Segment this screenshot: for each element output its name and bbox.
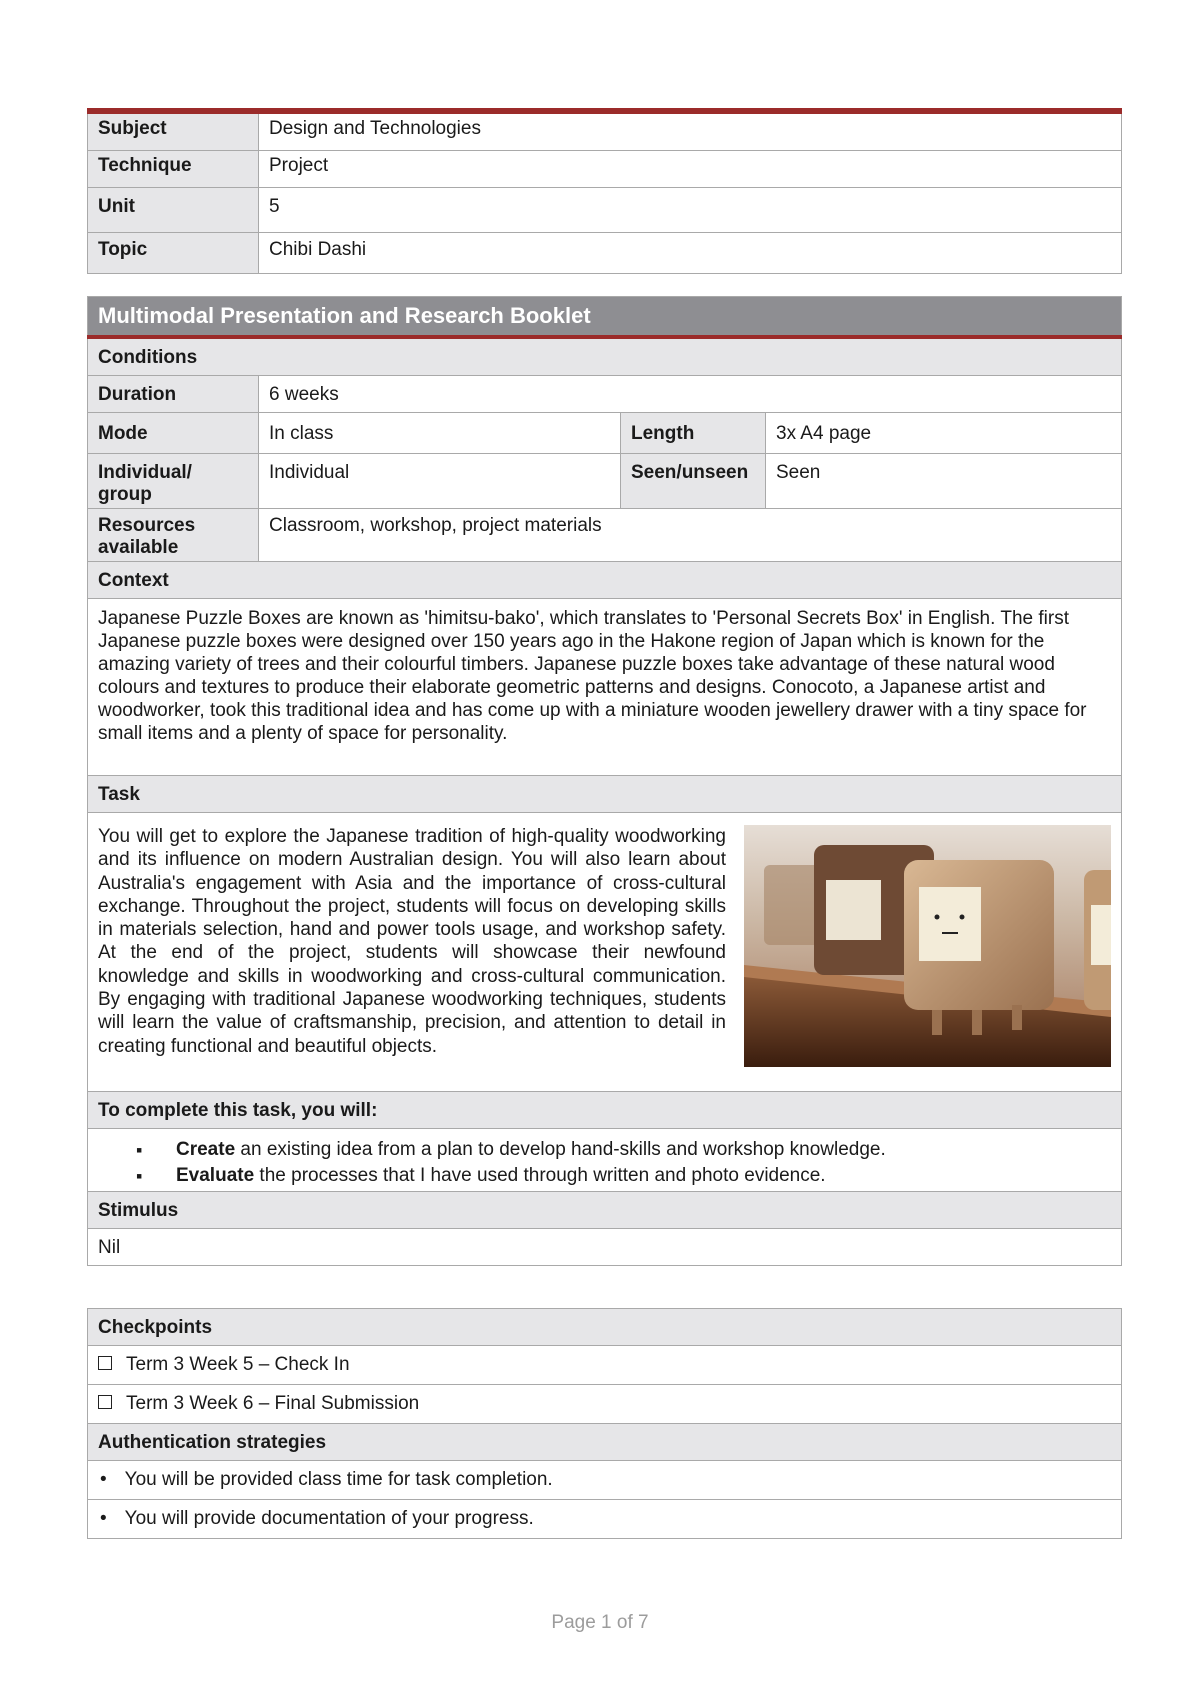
info-row-technique <box>88 151 1122 188</box>
bullet-icon: • <box>100 1469 107 1490</box>
subject-label: Subject <box>88 111 259 151</box>
resources-value: Classroom, workshop, project materials <box>259 509 1122 562</box>
resources-label: Resources available <box>88 509 259 562</box>
info-table <box>87 108 1122 274</box>
length-value: 3x A4 page <box>766 413 1122 454</box>
technique-value: Project <box>259 151 1122 188</box>
booklet-title: Multimodal Presentation and Research Booklet <box>88 297 1122 338</box>
mode-value: In class <box>259 413 621 454</box>
info-row-topic <box>88 233 1122 274</box>
context-text: Japanese Puzzle Boxes are known as 'himitsu-bako', which translates to 'Personal Secrets Box' in English. The first Japanese puzzle boxes were designed over 150 years ago in the Hakone region of Japan which is known for the amazing variety of trees and their colourful timbers. Japanese puzzle boxes take advantage of these natural wood colours and textures to produce their elaborate geometric patterns and designs. Conocoto, a Japanese artist and woodworker, took this traditional idea and has come up with a miniature wooden jewellery drawer with a tiny space for small items and a plenty of space for personality. <box>88 599 1122 776</box>
wooden-figures-photo <box>744 825 1111 1067</box>
unit-label: Unit <box>88 188 259 233</box>
unit-value: 5 <box>259 188 1122 233</box>
checkpoints-table <box>87 1308 1122 1539</box>
conditions-heading: Conditions <box>88 337 1122 376</box>
task-text: You will get to explore the Japanese tradition of high-quality woodworking and its influence on modern Australian design. You will also learn about Australia's engagement with Asia and the importance of cross-cultural exchange. Throughout the project, students will focus on developing skills in materials selection, hand and power tools usage, and workshop safety. At the end of the project, students will showcase their newfound knowledge and skills in woodworking and cross-cultural communication. By engaging with traditional Japanese woodworking techniques, students will learn the value of craftsmanship, precision, and attention to detail in creating functional and beautiful objects. <box>98 826 726 1057</box>
checkpoint-label: Term 3 Week 6 – Final Submission <box>126 1393 420 1414</box>
bullet-icon: • <box>100 1508 107 1529</box>
booklet-table <box>87 296 1122 1266</box>
checkpoint-label: Term 3 Week 5 – Check In <box>126 1354 350 1375</box>
task-heading: Task <box>88 776 1122 813</box>
authentication-heading: Authentication strategies <box>88 1424 1122 1461</box>
duration-value: 6 weeks <box>259 376 1122 413</box>
checkpoints-heading: Checkpoints <box>88 1309 1122 1346</box>
auth-item: You will provide documentation of your progress. <box>124 1508 534 1529</box>
complete-list-cell <box>88 1129 1122 1192</box>
checkpoint-row[interactable] <box>88 1385 1122 1424</box>
info-row-subject <box>88 111 1122 151</box>
task-cell <box>88 813 1122 1092</box>
checkbox-icon[interactable] <box>98 1395 112 1409</box>
info-row-unit <box>88 188 1122 233</box>
complete-heading: To complete this task, you will: <box>88 1092 1122 1129</box>
subject-value: Design and Technologies <box>259 111 1122 151</box>
duration-label: Duration <box>88 376 259 413</box>
assessment-sheet <box>87 108 1122 1539</box>
topic-value: Chibi Dashi <box>259 233 1122 274</box>
spacer <box>87 1266 1122 1308</box>
context-heading: Context <box>88 562 1122 599</box>
checkpoint-row[interactable] <box>88 1346 1122 1385</box>
spacer <box>87 274 1122 296</box>
seen-label: Seen/unseen <box>621 454 766 509</box>
length-label: Length <box>621 413 766 454</box>
list-item: ▪ Create an existing idea from a plan to develop hand-skills and workshop knowledge. <box>176 1139 1111 1161</box>
checkbox-icon[interactable] <box>98 1356 112 1370</box>
stimulus-value: Nil <box>88 1229 1122 1266</box>
technique-label: Technique <box>88 151 259 188</box>
group-value: Individual <box>259 454 621 509</box>
mode-label: Mode <box>88 413 259 454</box>
topic-label: Topic <box>88 233 259 274</box>
wooden-figures-illustration <box>744 825 1111 1067</box>
auth-item: You will be provided class time for task completion. <box>124 1469 553 1490</box>
group-label: Individual/ group <box>88 454 259 509</box>
auth-row <box>88 1461 1122 1500</box>
auth-row <box>88 1500 1122 1539</box>
complete-list <box>98 1139 1111 1187</box>
stimulus-heading: Stimulus <box>88 1192 1122 1229</box>
list-item: ▪ Evaluate the processes that I have used through written and photo evidence. <box>176 1165 1111 1187</box>
page-number: Page 1 of 7 <box>551 1612 649 1633</box>
seen-value: Seen <box>766 454 1122 509</box>
